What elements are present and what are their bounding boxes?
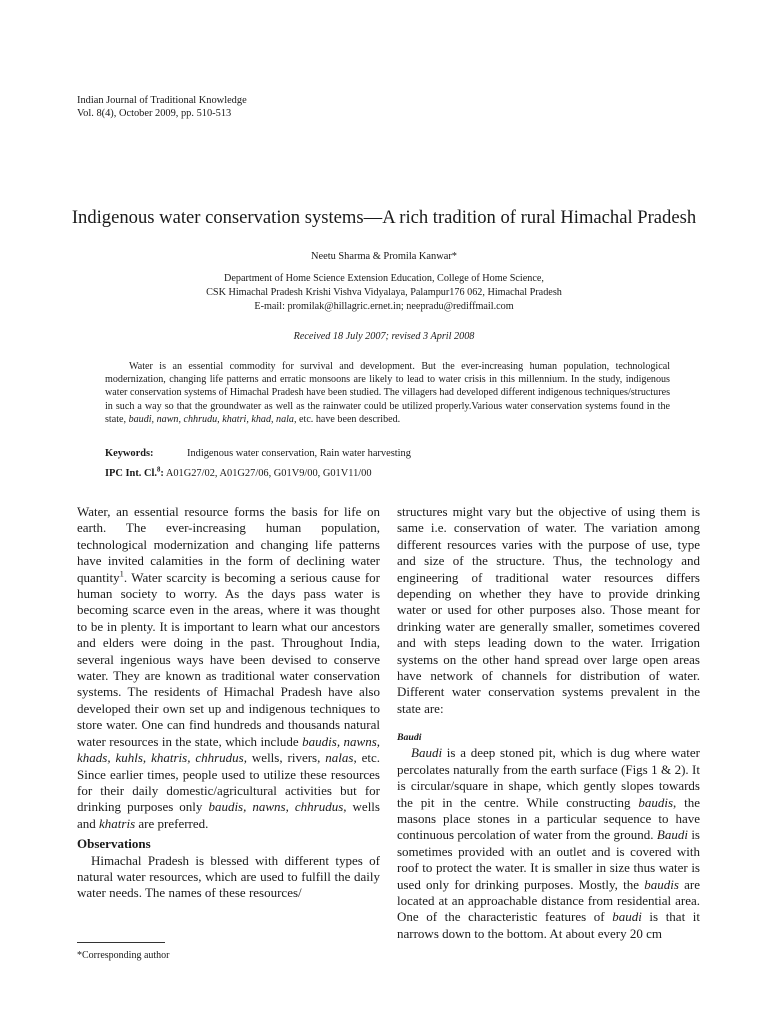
section-heading-observations: Observations [77, 836, 151, 852]
keywords-value: Indigenous water conservation, Rain water harvesting [187, 448, 411, 459]
affiliation-line: Department of Home Science Extension Education, College of Home Science, [224, 273, 544, 284]
abstract: Water is an essential commodity for survival and development. But the ever-increasing human population, technological modernization, changing life patterns and erratic monsoons are likely to lead to water crisis in this millennium. In the study, indigenous water conservation systems of Himachal Pradesh have been studied. The villagers had developed different indigenous techniques/structures in such a way so that the groundwater as well as the rainwater could be utilized properly.Various water conservation systems found in the state, baudi, nawn, chhrudu, khatri, khad, nala, etc. have been described. [105, 361, 670, 425]
keywords-label: Keywords: [105, 448, 154, 459]
journal-name: Indian Journal of Traditional Knowledge [77, 95, 247, 106]
baudi-paragraph: Baudi is a deep stoned pit, which is dug where water percolates naturally from the earth surface (Figs 1 & 2). It is circular/square in shape, which gently slopes towards the pit in the centre. While constructing baudis, the masons place stones in a particular sequence to have continuous percolation of water from the ground. Baudi is sometimes provided with an outlet and is covered with roof to protect the water. It is smaller in size thus water is used only for drinking purposes. Mostly, the baudis are located at an approachable distance from residential area. One of the characteristic features of baudi is that it narrows down to the bottom. At about every 20 cm [397, 745, 701, 941]
journal-header [77, 94, 247, 120]
received-dates: Received 18 July 2007; revised 3 April 2008 [293, 331, 475, 342]
ipc-value: A01G27/02, A01G27/06, G01V9/00, G01V11/00 [165, 468, 372, 479]
observations-paragraph: Himachal Pradesh is blessed with different types of natural water resources, which are used to fulfill the daily water needs. The names of these resources/ [77, 852, 380, 901]
body-column-left [77, 504, 380, 902]
body-column-right [397, 504, 700, 942]
footnote-divider [77, 942, 165, 943]
email-line: E-mail: promilak@hillagric.ernet.in; neepradu@rediffmail.com [254, 301, 514, 312]
footnote: *Corresponding author [77, 950, 170, 961]
intro-paragraph: Water, an essential resource forms the basis for life on earth. The ever-increasing human population, technological modernization and changing life patterns have invited calamities in the form of declining water quantity$^1$. Water scarcity is becoming a serious cause for human society to worry. As the days pass water is becoming scarce even in the areas, where it was thought to be in plenty. It is important to learn what our ancestors and elders were doing in the past. Throughout India, several ingenious ways have been devised to conserve water. They are known as traditional water conservation systems. The residents of Himachal Pradesh have also developed their own set up and indigenous techniques to store water. One can find hundreds and thousands natural water resources in the state, which include baudis, nawns, khads, kuhls, khatris, chhrudus, wells, rivers, nalas, etc. Since earlier times, people used to utilize these resources for their daily domestic/agricultural activities but for drinking purposes only baudis, nawns, chhrudus, wells and khatris are preferred. [77, 504, 380, 831]
keywords [105, 448, 411, 459]
ipc-label: IPC Int. Cl.$^8$: [105, 466, 164, 479]
affiliation [0, 272, 768, 314]
subsection-heading-baudi: Baudi [397, 732, 422, 744]
ipc-classification [105, 468, 372, 479]
paper-title: Indigenous water conservation systems—A rich tradition of rural Himachal Pradesh [71, 207, 697, 228]
affiliation-line: CSK Himachal Pradesh Krishi Vishva Vidyalaya, Palampur176 062, Himachal Pradesh [206, 287, 562, 298]
journal-volume: Vol. 8(4), October 2009, pp. 510-513 [77, 108, 232, 119]
authors: Neetu Sharma & Promila Kanwar* [310, 251, 457, 262]
structures-paragraph: structures might vary but the objective of using them is same i.e. conservation of water. The variation among different resources varies with the purpose of use, type and size of the structure. Thus, the technology and engineering of traditional water resources differs depending on whether they have to provide drinking water or used for other purposes also. Those meant for drinking water are generally smaller, sometimes covered and with steps leading down to the water. Irrigation systems on the other hand spread over large open areas have network of channels for distribution of water. Different water conservation systems prevalent in the state are: [397, 504, 700, 716]
